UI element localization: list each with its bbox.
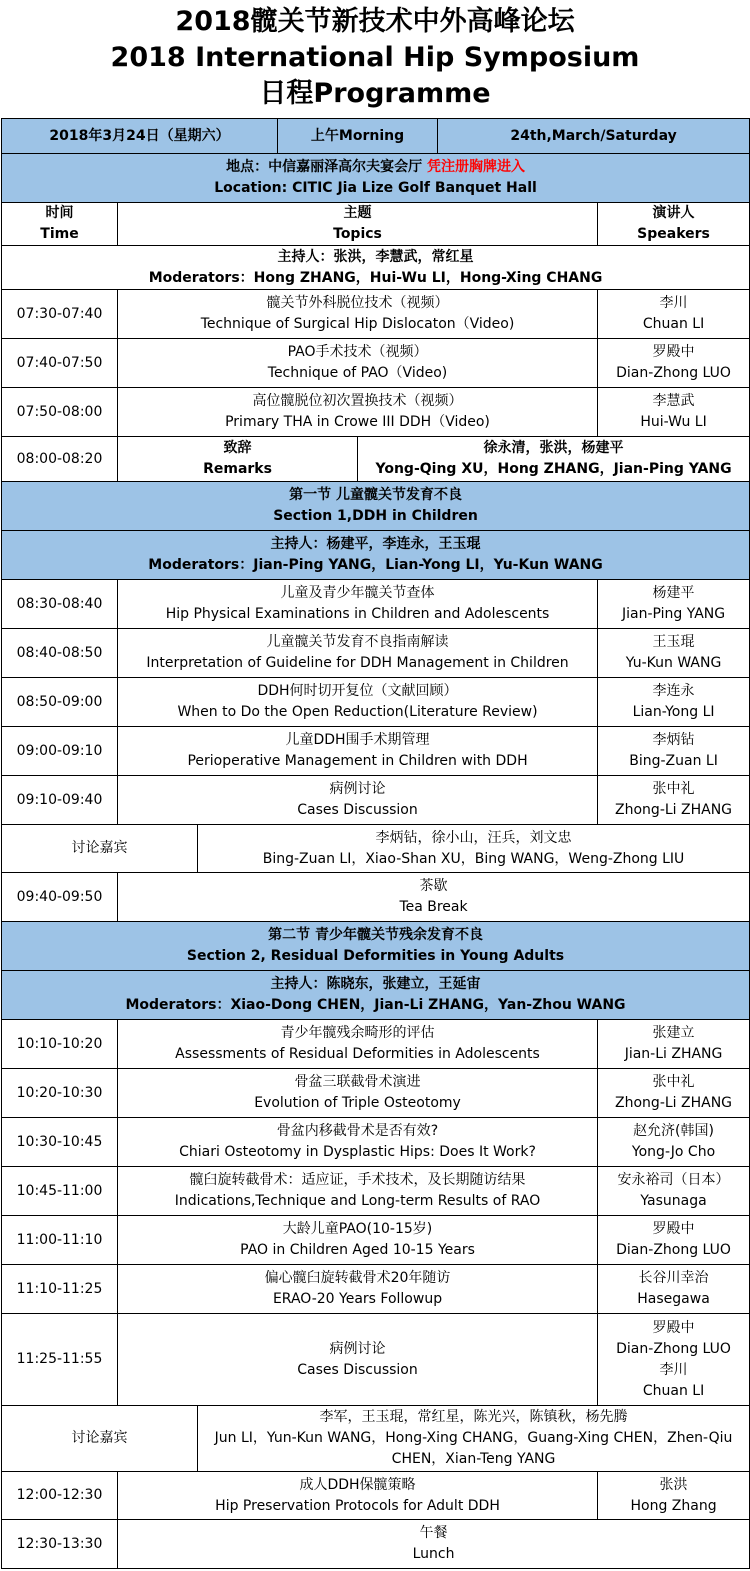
break-cell: 茶歇 Tea Break xyxy=(118,873,750,922)
speaker-cell: 杨建平 Jian-Ping YANG xyxy=(598,580,750,629)
topic-cell: 骨盆内移截骨术是否有效? Chiari Osteotomy in Dysplastic Hips: Does It Work? xyxy=(118,1118,598,1167)
section1-title-row xyxy=(2,482,750,531)
speaker-cell: 张中礼 Zhong-Li ZHANG xyxy=(598,1069,750,1118)
programme-table xyxy=(1,118,750,1569)
discussion-guests-row xyxy=(2,1406,750,1472)
time-cell: 08:40-08:50 xyxy=(2,629,118,678)
speaker-cell: 李川 Chuan LI xyxy=(598,290,750,339)
guests-cell: 李军，王玉琨，常红星，陈光兴，陈镇秋，杨先腾 Jun LI，Yun-Kun WANG，Hong-Xing CHANG，Guang-Xing CHEN，Zhen-Qiu CHEN，Xian-Teng YANG xyxy=(198,1406,750,1472)
topic-cell: 髋关节外科脱位技术（视频） Technique of Surgical Hip Dislocaton（Video) xyxy=(118,290,598,339)
lunch-row xyxy=(2,1520,750,1569)
time-cell: 10:10-10:20 xyxy=(2,1020,118,1069)
section2-moderators-row xyxy=(2,971,750,1020)
table-row xyxy=(2,1069,750,1118)
location-row xyxy=(2,154,750,203)
table-row xyxy=(2,1167,750,1216)
remarks-speakers-cell: 徐永清，张洪，杨建平 Yong-Qing XU，Hong ZHANG，Jian-Ping YANG xyxy=(358,437,750,482)
time-cell: 08:00-08:20 xyxy=(2,437,118,482)
speaker-cell: 张洪 Hong Zhang xyxy=(598,1472,750,1520)
time-cell: 09:40-09:50 xyxy=(2,873,118,922)
table-row xyxy=(2,388,750,437)
section-title-cell: 第一节 儿童髋关节发育不良 Section 1,DDH in Children xyxy=(2,482,750,531)
time-header: 时间 Time xyxy=(2,203,118,246)
column-header-row xyxy=(2,203,750,246)
time-cell: 12:30-13:30 xyxy=(2,1520,118,1569)
speaker-cell: 罗殿中 Dian-Zhong LUO xyxy=(598,339,750,388)
moderators-cell: 主持人：陈晓东，张建立，王延宙 Moderators：Xiao-Dong CHEN，Jian-Li ZHANG，Yan-Zhou WANG xyxy=(2,971,750,1020)
table-row xyxy=(2,678,750,727)
table-row xyxy=(2,1216,750,1265)
speaker-cell: 张建立 Jian-Li ZHANG xyxy=(598,1020,750,1069)
discussion-guests-row xyxy=(2,825,750,873)
time-cell: 11:00-11:10 xyxy=(2,1216,118,1265)
topic-cell: 髋臼旋转截骨术：适应证，手术技术，及长期随访结果 Indications,Technique and Long-term Results of RAO xyxy=(118,1167,598,1216)
time-cell: 08:50-09:00 xyxy=(2,678,118,727)
speaker-cell: 安永裕司（日本） Yasunaga xyxy=(598,1167,750,1216)
topic-header: 主题 Topics xyxy=(118,203,598,246)
section1-moderators-row xyxy=(2,531,750,580)
topic-cell: 青少年髋残余畸形的评估 Assessments of Residual Deformities in Adolescents xyxy=(118,1020,598,1069)
time-cell: 10:30-10:45 xyxy=(2,1118,118,1167)
title-english: 2018 International Hip Symposium xyxy=(110,42,640,73)
topic-cell: 儿童髋关节发育不良指南解读 Interpretation of Guideline for DDH Management in Children xyxy=(118,629,598,678)
location-zh: 地点：中信嘉丽泽高尔夫宴会厅 xyxy=(226,159,423,175)
speaker-cell: 赵允济(韩国) Yong-Jo Cho xyxy=(598,1118,750,1167)
section2-title-row xyxy=(2,922,750,971)
table-row xyxy=(2,629,750,678)
time-cell: 11:10-11:25 xyxy=(2,1265,118,1314)
table-row xyxy=(2,776,750,825)
title-programme: 日程Programme xyxy=(259,78,491,109)
guests-label-cell: 讨论嘉宾 xyxy=(2,1406,198,1472)
session-cell: 上午Morning xyxy=(278,119,438,154)
time-cell: 10:20-10:30 xyxy=(2,1069,118,1118)
title-chinese: 2018髋关节新技术中外高峰论坛 xyxy=(175,6,575,37)
topic-cell: 儿童DDH围手术期管理 Perioperative Management in Children with DDH xyxy=(118,727,598,776)
guests-cell: 李炳钻，徐小山，汪兵，刘文忠 Bing-Zuan LI，Xiao-Shan XU，Bing WANG，Weng-Zhong LIU xyxy=(198,825,750,873)
speaker-cell: 李连永 Lian-Yong LI xyxy=(598,678,750,727)
table-row xyxy=(2,290,750,339)
remarks-row xyxy=(2,437,750,482)
table-row xyxy=(2,1265,750,1314)
topic-cell: DDH何时切开复位（文献回顾） When to Do the Open Reduction(Literature Review) xyxy=(118,678,598,727)
topic-cell: 偏心髋臼旋转截骨术20年随访 ERAO-20 Years Followup xyxy=(118,1265,598,1314)
cases-discussion-row xyxy=(2,1314,750,1406)
moderators-cell: 主持人：杨建平，李连永，王玉琨 Moderators：Jian-Ping YANG，Lian-Yong LI，Yu-Kun WANG xyxy=(2,531,750,580)
speaker-cell: 李炳钻 Bing-Zuan LI xyxy=(598,727,750,776)
opening-moderators-row xyxy=(2,246,750,290)
moderators-cell: 主持人：张洪，李慧武，常红星 Moderators：Hong ZHANG，Hui-Wu LI，Hong-Xing CHANG xyxy=(2,246,750,290)
speaker-cell: 罗殿中 Dian-Zhong LUO xyxy=(598,1216,750,1265)
section-title-cell: 第二节 青少年髋关节残余发育不良 Section 2, Residual Deformities in Young Adults xyxy=(2,922,750,971)
time-cell: 07:40-07:50 xyxy=(2,339,118,388)
table-row xyxy=(2,580,750,629)
tea-break-row xyxy=(2,873,750,922)
lunch-cell: 午餐 Lunch xyxy=(118,1520,750,1569)
speaker-cell: 罗殿中 Dian-Zhong LUO 李川 Chuan LI xyxy=(598,1314,750,1406)
table-row xyxy=(2,1472,750,1520)
table-row xyxy=(2,727,750,776)
table-row xyxy=(2,339,750,388)
date-en-cell: 24th,March/Saturday xyxy=(438,119,750,154)
table-row xyxy=(2,1020,750,1069)
location-cell xyxy=(2,154,750,203)
speaker-cell: 李慧武 Hui-Wu LI xyxy=(598,388,750,437)
topic-cell: 成人DDH保髋策略 Hip Preservation Protocols for Adult DDH xyxy=(118,1472,598,1520)
page-title xyxy=(0,0,750,118)
location-note: 凭注册胸牌进入 xyxy=(426,159,525,175)
topic-cell: 病例讨论 Cases Discussion xyxy=(118,776,598,825)
time-cell: 11:25-11:55 xyxy=(2,1314,118,1406)
speaker-cell: 张中礼 Zhong-Li ZHANG xyxy=(598,776,750,825)
speaker-header: 演讲人 Speakers xyxy=(598,203,750,246)
table-row xyxy=(2,1118,750,1167)
speaker-cell: 长谷川幸治 Hasegawa xyxy=(598,1265,750,1314)
time-cell: 07:30-07:40 xyxy=(2,290,118,339)
time-cell: 09:00-09:10 xyxy=(2,727,118,776)
guests-label-cell: 讨论嘉宾 xyxy=(2,825,198,873)
time-cell: 08:30-08:40 xyxy=(2,580,118,629)
topic-cell: 高位髋脱位初次置换技术（视频） Primary THA in Crowe III DDH（Video) xyxy=(118,388,598,437)
topic-cell: 大龄儿童PAO(10-15岁) PAO in Children Aged 10-15 Years xyxy=(118,1216,598,1265)
date-row xyxy=(2,119,750,154)
topic-cell: 骨盆三联截骨术演进 Evolution of Triple Osteotomy xyxy=(118,1069,598,1118)
time-cell: 12:00-12:30 xyxy=(2,1472,118,1520)
topic-cell: 病例讨论 Cases Discussion xyxy=(118,1314,598,1406)
topic-cell: PAO手术技术（视频） Technique of PAO（Video) xyxy=(118,339,598,388)
location-en: Location: CITIC Jia Lize Golf Banquet Hall xyxy=(214,180,537,196)
speaker-cell: 王玉琨 Yu-Kun WANG xyxy=(598,629,750,678)
time-cell: 10:45-11:00 xyxy=(2,1167,118,1216)
time-cell: 07:50-08:00 xyxy=(2,388,118,437)
remarks-label-cell: 致辞 Remarks xyxy=(118,437,358,482)
time-cell: 09:10-09:40 xyxy=(2,776,118,825)
topic-cell: 儿童及青少年髋关节查体 Hip Physical Examinations in Children and Adolescents xyxy=(118,580,598,629)
date-cell: 2018年3月24日（星期六） xyxy=(2,119,278,154)
